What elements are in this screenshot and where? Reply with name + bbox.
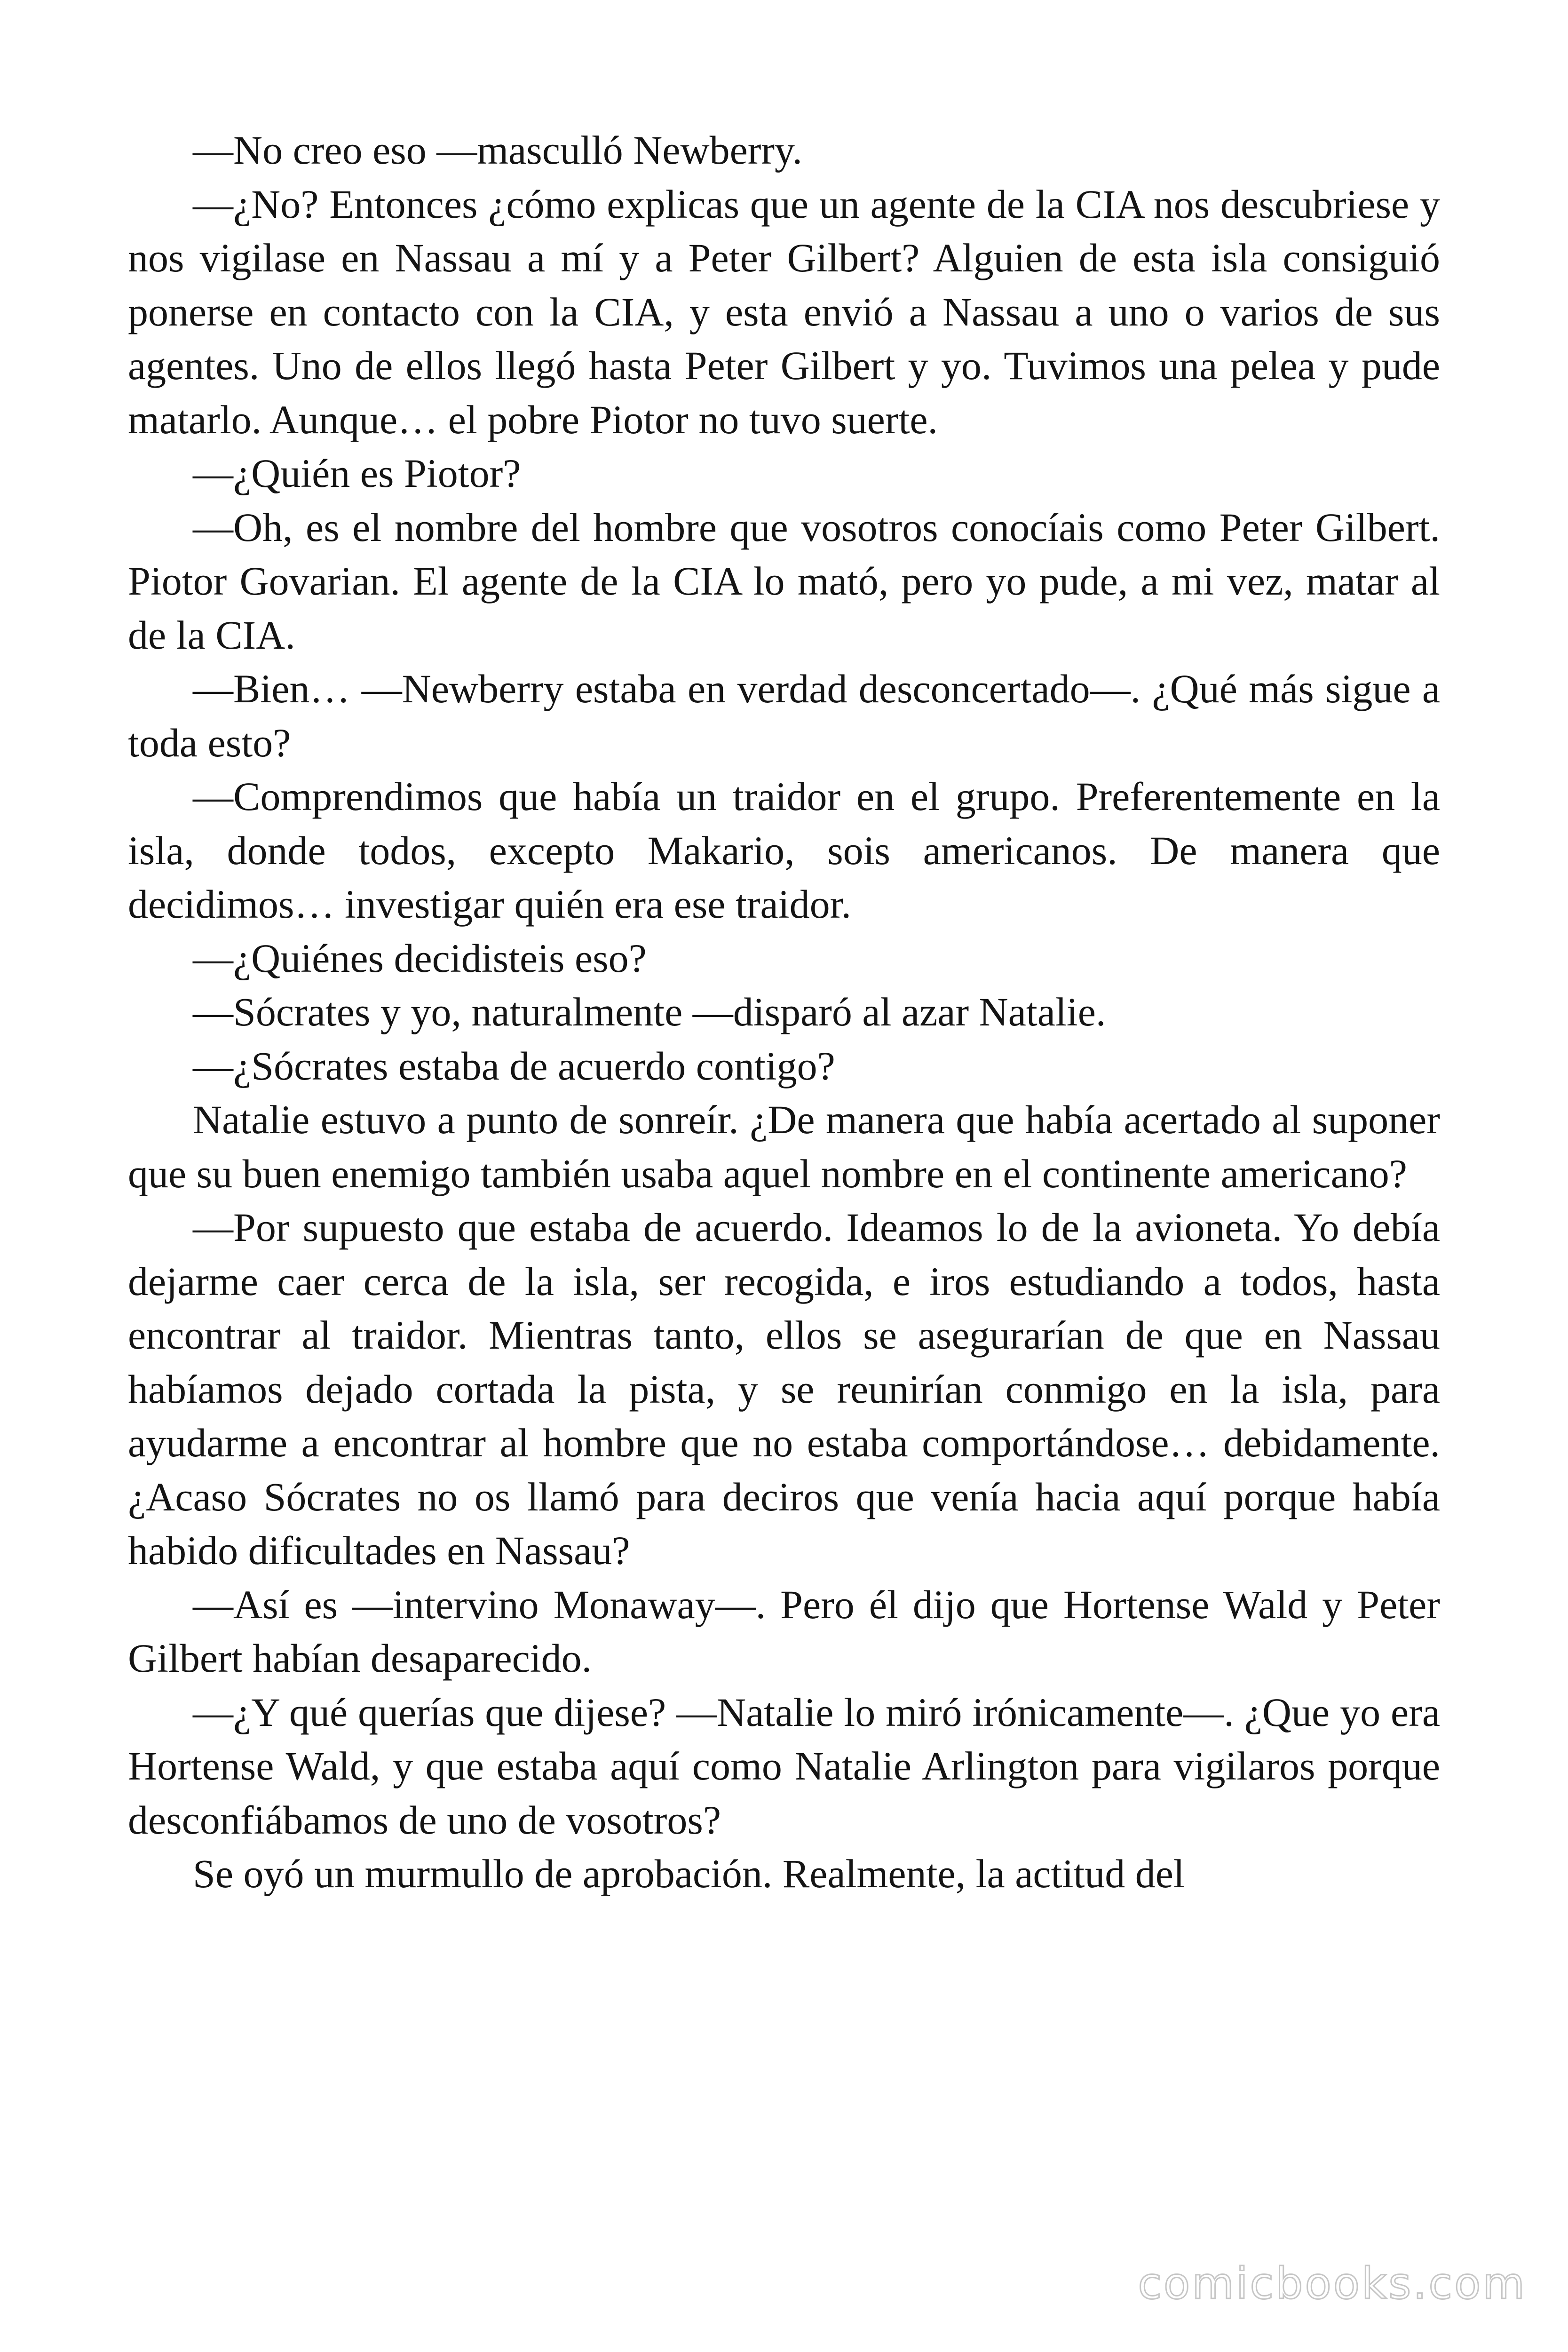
body-text [128,123,1440,1901]
paragraph-11: —Por supuesto que estaba de acuerdo. Ideamos lo de la avioneta. Yo debía dejarme caer cerca de la isla, ser recogida, e iros estudiando a todos, hasta encontrar al traidor. Mientras tanto, ellos se asegurarían de que en Nassau habíamos dejado cortada la pista, y se reunirían conmigo en la isla, para ayudarme a encontrar al hombre que no estaba comportándose… debidamente. ¿Acaso Sócrates no os llamó para deciros que venía hacia aquí porque había habido dificultades en Nassau? [128,1205,1440,1573]
paragraph-8: —Sócrates y yo, naturalmente —disparó al azar Natalie. [193,989,1106,1034]
paragraph-1: —No creo eso —masculló Newberry. [193,127,802,173]
paragraph-14: Se oyó un murmullo de aprobación. Realmente, la actitud del [193,1851,1185,1896]
paragraph-5: —Bien… —Newberry estaba en verdad desconcertado—. ¿Qué más sigue a toda esto? [128,666,1440,765]
watermark: comicbooks.com [1138,2258,1527,2309]
paragraph-7: —¿Quiénes decidisteis eso? [193,935,647,981]
paragraph-4: —Oh, es el nombre del hombre que vosotros conocíais como Peter Gilbert. Piotor Govarian. El agente de la CIA lo mató, pero yo pude, a mi vez, matar al de la CIA. [128,504,1440,658]
paragraph-9: —¿Sócrates estaba de acuerdo contigo? [193,1043,835,1089]
paragraph-3: —¿Quién es Piotor? [193,451,521,496]
paragraph-10: Natalie estuvo a punto de sonreír. ¿De manera que había acertado al suponer que su buen enemigo también usaba aquel nombre en el continente americano? [128,1097,1440,1196]
paragraph-12: —Así es —intervino Monaway—. Pero él dijo que Hortense Wald y Peter Gilbert habían desaparecido. [128,1581,1440,1681]
paragraph-2: —¿No? Entonces ¿cómo explicas que un agente de la CIA nos descubriese y nos vigilase en Nassau a mí y a Peter Gilbert? Alguien de esta isla consiguió ponerse en contacto con la CIA, y esta envió a Nassau a uno o varios de sus agentes. Uno de ellos llegó hasta Peter Gilbert y yo. Tuvimos una pelea y pude matarlo. Aunque… el pobre Piotor no tuvo suerte. [128,181,1440,442]
paragraph-13: —¿Y qué querías que dijese? —Natalie lo miró irónicamente—. ¿Que yo era Hortense Wald, y que estaba aquí como Natalie Arlington para vigilaros porque desconfiábamos de uno de vosotros? [128,1689,1440,1843]
paragraph-6: —Comprendimos que había un traidor en el grupo. Preferentemente en la isla, donde todos, excepto Makario, sois americanos. De manera que decidimos… investigar quién era ese traidor. [128,774,1440,927]
